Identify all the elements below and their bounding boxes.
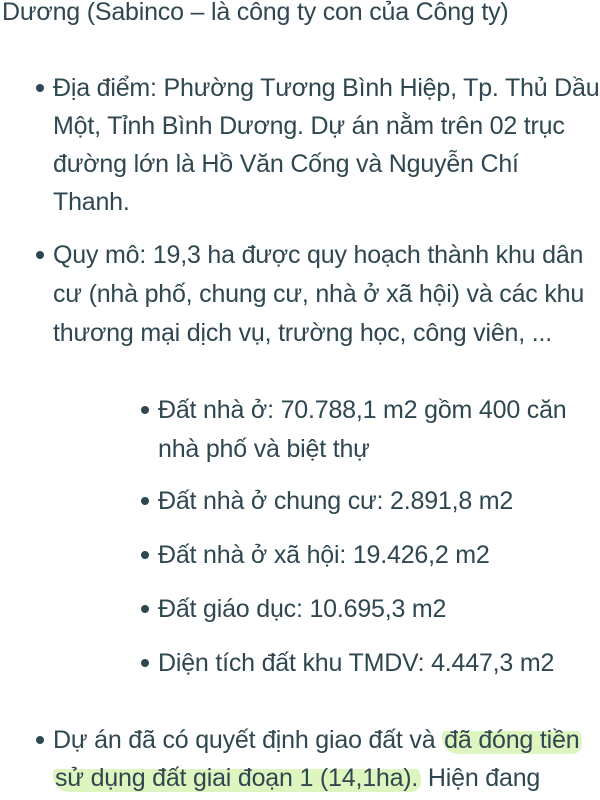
location-line-4: Thanh. (53, 188, 130, 216)
location-line-1: Địa điểm: Phường Tương Bình Hiệp, Tp. Thủ Dầu (53, 74, 600, 102)
top-text-line: Dương (Sabinco – là công ty con của Công ty) (2, 0, 509, 26)
sub-bullet-dot (141, 406, 149, 414)
highlighted-text: đã đóng tiền (442, 726, 582, 754)
scale-line-1: Quy mô: 19,3 ha được quy hoạch thành khu dân (53, 241, 584, 269)
bullet-dot (36, 736, 44, 744)
education-land-line: Đất giáo dục: 10.695,3 m2 (158, 595, 447, 623)
location-line-3: đường lớn là Hồ Văn Cống và Nguyễn Chí (53, 150, 519, 178)
land-allocation-text: Hiện đang (421, 764, 541, 792)
scale-line-2: cư (nhà phố, chung cư, nhà ở xã hội) và các khu (53, 280, 585, 308)
bullet-dot (36, 251, 44, 259)
residential-land-line-2: nhà phố và biệt thự (158, 435, 370, 463)
sub-bullet-dot (141, 659, 149, 667)
apartment-land-line: Đất nhà ở chung cư: 2.891,8 m2 (158, 487, 514, 515)
scale-line-3: thương mại dịch vụ, trường học, công viên, ... (53, 319, 552, 347)
social-housing-land-line: Đất nhà ở xã hội: 19.426,2 m2 (158, 541, 490, 569)
sub-bullet-dot (141, 497, 149, 505)
land-allocation-line-2 (53, 762, 540, 794)
land-allocation-line-1 (53, 724, 582, 756)
commercial-land-line: Diện tích đất khu TMDV: 4.447,3 m2 (158, 649, 555, 677)
sub-bullet-dot (141, 605, 149, 613)
bullet-dot (36, 84, 44, 92)
highlighted-text: sử dụng đất giai đoạn 1 (14,1ha). (53, 764, 421, 792)
land-allocation-text: Dự án đã có quyết định giao đất và (53, 726, 443, 754)
residential-land-line-1: Đất nhà ở: 70.788,1 m2 gồm 400 căn (158, 396, 567, 424)
sub-bullet-dot (141, 551, 149, 559)
location-line-2: Một, Tỉnh Bình Dương. Dự án nằm trên 02 trục (53, 112, 565, 140)
